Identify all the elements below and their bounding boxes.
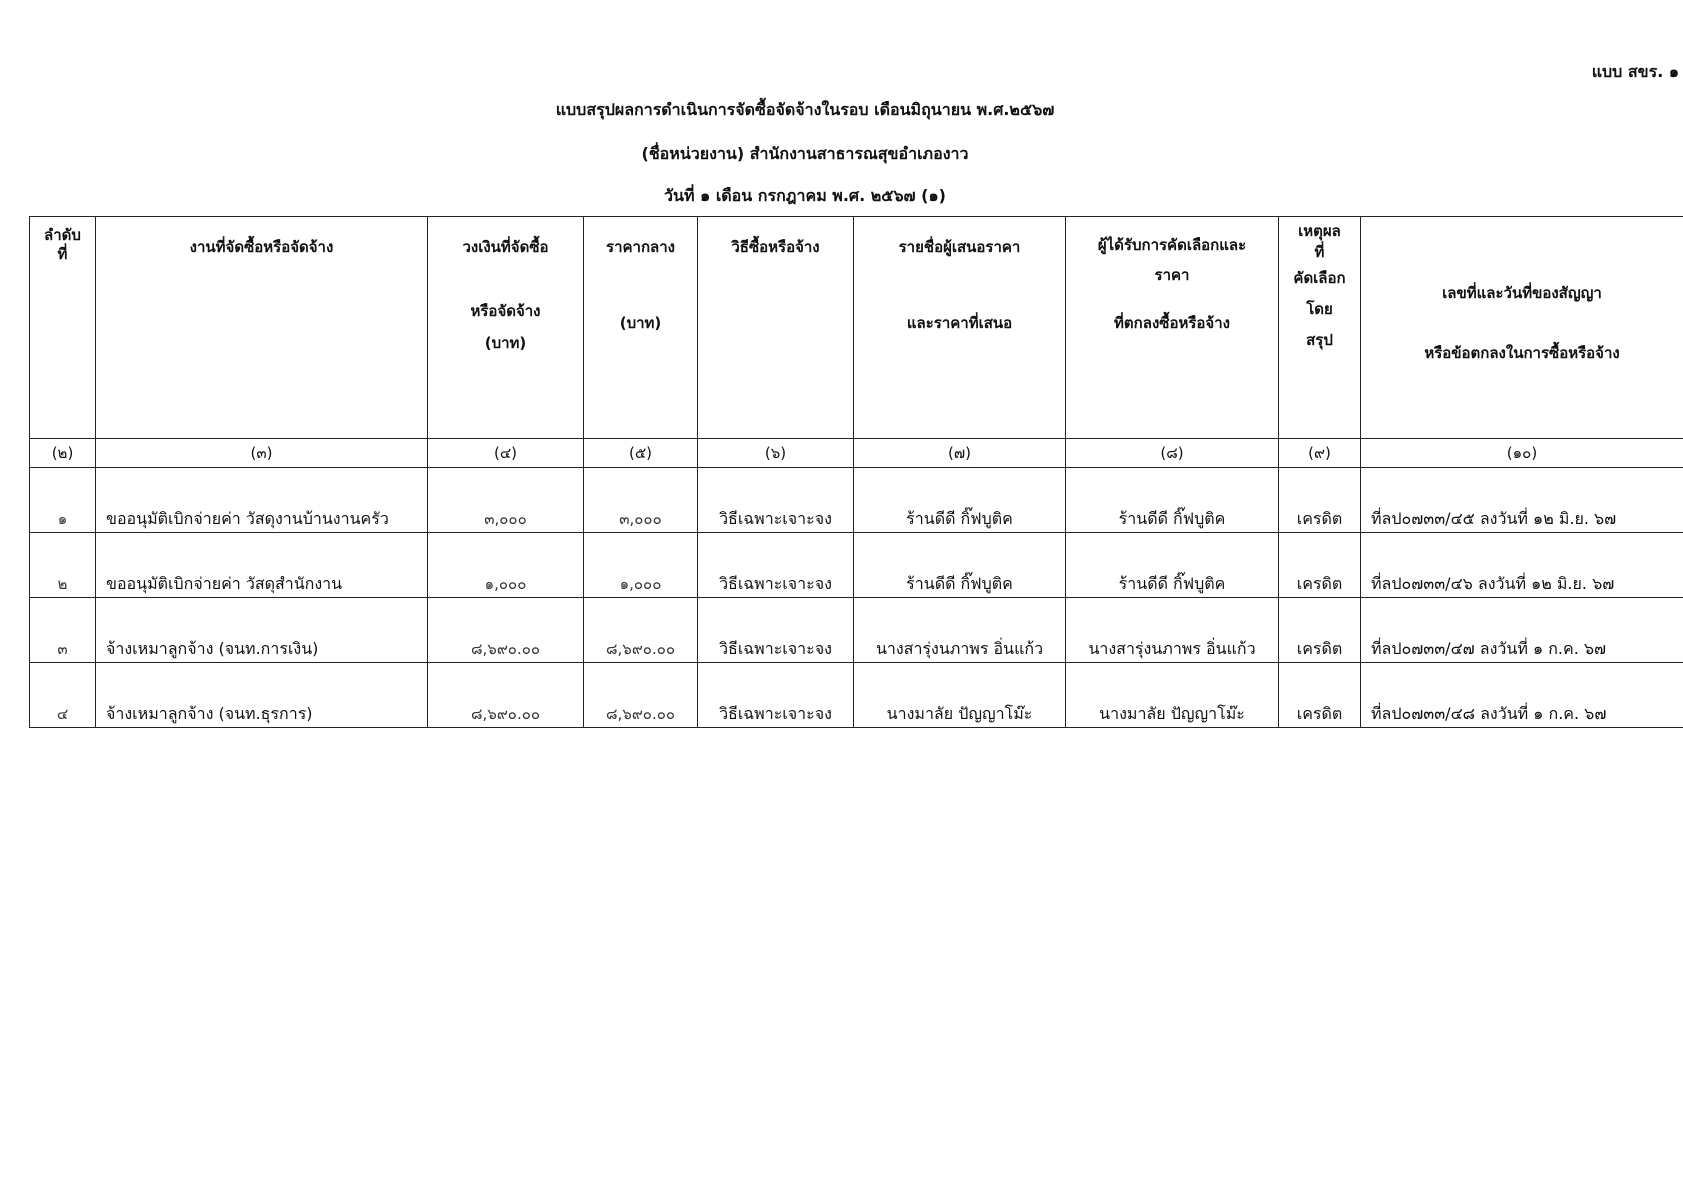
header-method: [698, 217, 854, 439]
row-number: ๓: [30, 598, 96, 663]
header-text: ที่: [1314, 243, 1325, 261]
row-item: ขออนุมัติเบิกจ่ายค่า วัสดุสำนักงาน: [96, 533, 428, 598]
row-contract: ที่ลป๐๗๓๓/๔๘ ลงวันที่ ๑ ก.ค. ๖๗: [1361, 663, 1683, 728]
header-order-no: [30, 217, 96, 439]
header-text: (บาท): [484, 334, 527, 352]
header-text: โดย: [1306, 300, 1333, 318]
procurement-summary-table: [29, 216, 1683, 728]
row-selected: ร้านดีดี กิ๊ฟบูติค: [1066, 468, 1279, 533]
column-number: (๖): [698, 439, 854, 468]
header-bidders: [854, 217, 1066, 439]
column-number: (๗): [854, 439, 1066, 468]
row-method: วิธีเฉพาะเจาะจง: [698, 663, 854, 728]
header-text: (บาท): [619, 314, 662, 332]
document-title: แบบสรุปผลการดำเนินการจัดซื้อจัดจ้างในรอบ เดือนมิถุนายน พ.ศ.๒๕๖๗: [555, 100, 1055, 119]
row-selected: ร้านดีดี กิ๊ฟบูติค: [1066, 533, 1279, 598]
row-contract: ที่ลป๐๗๓๓/๔๕ ลงวันที่ ๑๒ มิ.ย. ๖๗: [1361, 468, 1683, 533]
row-reason: เครดิต: [1279, 533, 1361, 598]
header-reason: [1279, 217, 1361, 439]
table-header-row: [30, 217, 1683, 439]
header-text: ที่ตกลงซื้อหรือจ้าง: [1114, 314, 1230, 332]
header-text: สรุป: [1306, 331, 1333, 349]
header-text: วงเงินที่จัดซื้อ: [462, 238, 549, 256]
row-budget: ๘,๖๙๐.๐๐: [428, 598, 584, 663]
row-budget: ๓,๐๐๐: [428, 468, 584, 533]
row-method: วิธีเฉพาะเจาะจง: [698, 533, 854, 598]
header-text: วิธีซื้อหรือจ้าง: [731, 238, 820, 256]
row-bidders: ร้านดีดี กิ๊ฟบูติค: [854, 533, 1066, 598]
row-method: วิธีเฉพาะเจาะจง: [698, 598, 854, 663]
row-bidders: นางมาลัย ปัญญาโม๊ะ: [854, 663, 1066, 728]
column-number: (๙): [1279, 439, 1361, 468]
column-number: (๔): [428, 439, 584, 468]
header-text: หรือจัดจ้าง: [470, 302, 541, 320]
header-text: ราคา: [1154, 266, 1190, 284]
row-reference-price: ๘,๖๙๐.๐๐: [584, 663, 698, 728]
row-number: ๔: [30, 663, 96, 728]
row-reference-price: ๑,๐๐๐: [584, 533, 698, 598]
row-item: จ้างเหมาลูกจ้าง (จนท.การเงิน): [96, 598, 428, 663]
column-number: (๕): [584, 439, 698, 468]
row-bidders: ร้านดีดี กิ๊ฟบูติค: [854, 468, 1066, 533]
column-number: (๓): [96, 439, 428, 468]
table-row: [30, 663, 1683, 728]
row-number: ๑: [30, 468, 96, 533]
row-item: ขออนุมัติเบิกจ่ายค่า วัสดุงานบ้านงานครัว: [96, 468, 428, 533]
header-budget: [428, 217, 584, 439]
header-reference-price: [584, 217, 698, 439]
header-text: รายชื่อผู้เสนอราคา: [898, 238, 1021, 256]
row-budget: ๑,๐๐๐: [428, 533, 584, 598]
document-date: วันที่ ๑ เดือน กรกฎาคม พ.ศ. ๒๕๖๗ (๑): [664, 186, 946, 205]
header-selected: [1066, 217, 1279, 439]
form-code: แบบ สขร. ๑: [1591, 62, 1679, 81]
row-method: วิธีเฉพาะเจาะจง: [698, 468, 854, 533]
row-reason: เครดิต: [1279, 663, 1361, 728]
row-reference-price: ๘,๖๙๐.๐๐: [584, 598, 698, 663]
header-text: และราคาที่เสนอ: [906, 314, 1013, 332]
row-reason: เครดิต: [1279, 468, 1361, 533]
header-item: [96, 217, 428, 439]
table-row: [30, 468, 1683, 533]
header-text: ที่: [57, 245, 68, 263]
agency-name: (ชื่อหน่วยงาน) สำนักงานสาธารณสุขอำเภองาว: [641, 144, 969, 163]
row-selected: นางมาลัย ปัญญาโม๊ะ: [1066, 663, 1279, 728]
table-row: [30, 533, 1683, 598]
header-text: ลำดับ: [44, 226, 81, 244]
row-reference-price: ๓,๐๐๐: [584, 468, 698, 533]
header-text: คัดเลือก: [1293, 269, 1346, 287]
row-reason: เครดิต: [1279, 598, 1361, 663]
row-item: จ้างเหมาลูกจ้าง (จนท.ธุรการ): [96, 663, 428, 728]
header-text: งานที่จัดซื้อหรือจัดจ้าง: [189, 238, 334, 256]
row-contract: ที่ลป๐๗๓๓/๔๖ ลงวันที่ ๑๒ มิ.ย. ๖๗: [1361, 533, 1683, 598]
row-budget: ๘,๖๙๐.๐๐: [428, 663, 584, 728]
column-number: (๒): [30, 439, 96, 468]
column-number-row: [30, 439, 1683, 468]
header-text: เหตุผล: [1298, 222, 1341, 240]
table-row: [30, 598, 1683, 663]
row-bidders: นางสารุ่งนภาพร อิ่นแก้ว: [854, 598, 1066, 663]
row-contract: ที่ลป๐๗๓๓/๔๗ ลงวันที่ ๑ ก.ค. ๖๗: [1361, 598, 1683, 663]
row-selected: นางสารุ่งนภาพร อิ่นแก้ว: [1066, 598, 1279, 663]
header-text: เลขที่และวันที่ของสัญญา: [1442, 284, 1602, 302]
row-number: ๒: [30, 533, 96, 598]
header-text: ราคากลาง: [606, 238, 675, 256]
header-text: หรือข้อตกลงในการซื้อหรือจ้าง: [1424, 344, 1620, 362]
column-number: (๘): [1066, 439, 1279, 468]
header-text: ผู้ได้รับการคัดเลือกและ: [1097, 236, 1247, 254]
header-contract: [1361, 217, 1683, 439]
column-number: (๑๐): [1361, 439, 1683, 468]
